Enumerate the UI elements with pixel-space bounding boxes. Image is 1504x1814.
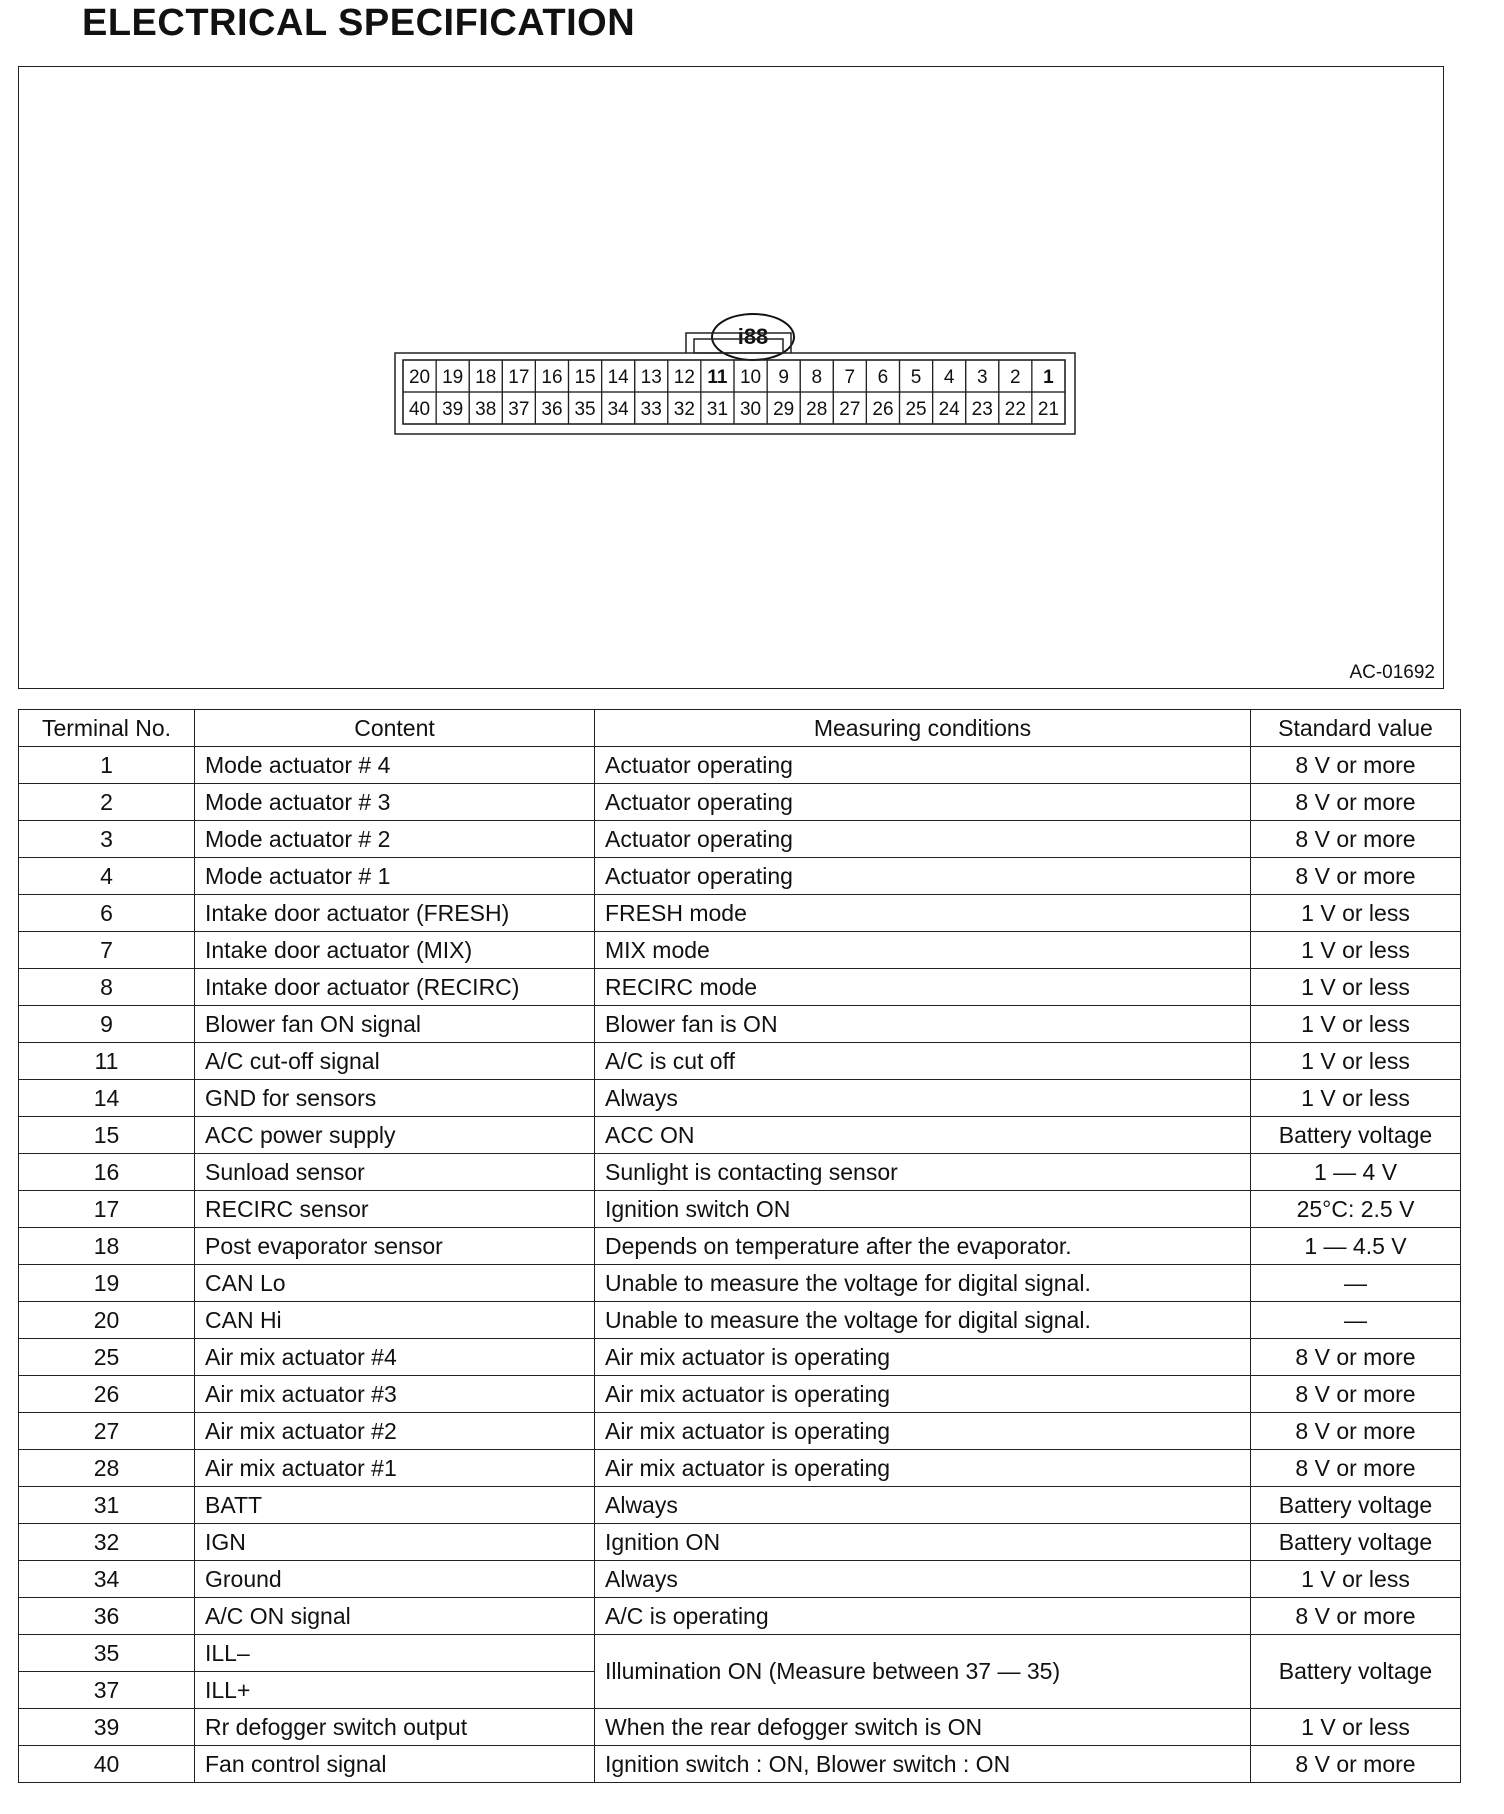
terminal-cell: 17 <box>19 1191 195 1228</box>
condition-cell: Actuator operating <box>595 821 1251 858</box>
pin-number: 30 <box>739 399 762 420</box>
value-cell: 8 V or more <box>1251 1339 1461 1376</box>
condition-cell: Always <box>595 1080 1251 1117</box>
content-cell: Post evaporator sensor <box>195 1228 595 1265</box>
terminal-cell: 11 <box>19 1043 195 1080</box>
table-row <box>19 932 1461 969</box>
pin-number: 37 <box>508 399 530 420</box>
content-cell: Mode actuator # 3 <box>195 784 595 821</box>
terminal-cell: 16 <box>19 1154 195 1191</box>
header-standard-value: Standard value <box>1251 710 1461 747</box>
pin-number: 31 <box>706 399 729 420</box>
condition-cell: Always <box>595 1561 1251 1598</box>
value-cell: 1 V or less <box>1251 1006 1461 1043</box>
value-cell: 8 V or more <box>1251 1746 1461 1783</box>
pin-number: 18 <box>475 367 497 388</box>
pin-number: 9 <box>778 367 789 388</box>
terminal-cell: 19 <box>19 1265 195 1302</box>
condition-cell: Actuator operating <box>595 747 1251 784</box>
content-cell: Mode actuator # 4 <box>195 747 595 784</box>
table-row <box>19 1265 1461 1302</box>
pin-number: 32 <box>673 399 695 420</box>
content-cell: CAN Lo <box>195 1265 595 1302</box>
terminal-cell: 37 <box>19 1672 195 1709</box>
terminal-cell: 27 <box>19 1413 195 1450</box>
condition-cell: Air mix actuator is operating <box>595 1339 1251 1376</box>
condition-cell: A/C is cut off <box>595 1043 1251 1080</box>
table-row <box>19 1561 1461 1598</box>
pin-number: 17 <box>508 367 530 388</box>
condition-cell: Air mix actuator is operating <box>595 1413 1251 1450</box>
terminal-cell: 18 <box>19 1228 195 1265</box>
table-row <box>19 1487 1461 1524</box>
figure-code: AC-01692 <box>1349 662 1435 683</box>
condition-cell: Unable to measure the voltage for digital signal. <box>595 1265 1251 1302</box>
condition-cell: Depends on temperature after the evaporator. <box>595 1228 1251 1265</box>
value-cell: 8 V or more <box>1251 747 1461 784</box>
value-cell: Battery voltage <box>1251 1487 1461 1524</box>
content-cell: IGN <box>195 1524 595 1561</box>
pin-number: 1 <box>1043 367 1054 388</box>
value-cell: 8 V or more <box>1251 1413 1461 1450</box>
table-row <box>19 858 1461 895</box>
table-row <box>19 1413 1461 1450</box>
condition-cell: Sunlight is contacting sensor <box>595 1154 1251 1191</box>
table-row <box>19 1598 1461 1635</box>
condition-cell: Always <box>595 1487 1251 1524</box>
connector-diagram <box>18 66 1444 689</box>
connector-label: i88 <box>711 313 795 361</box>
pin-number: 3 <box>976 367 988 388</box>
table-row <box>19 1635 1461 1672</box>
terminal-cell: 2 <box>19 784 195 821</box>
table-row <box>19 784 1461 821</box>
terminal-cell: 39 <box>19 1709 195 1746</box>
terminal-cell: 8 <box>19 969 195 1006</box>
terminal-cell: 35 <box>19 1635 195 1672</box>
value-cell: Battery voltage <box>1251 1117 1461 1154</box>
pin-number: 27 <box>839 399 861 420</box>
terminal-cell: 28 <box>19 1450 195 1487</box>
condition-cell: Actuator operating <box>595 784 1251 821</box>
content-cell: ACC power supply <box>195 1117 595 1154</box>
table-row <box>19 1117 1461 1154</box>
content-cell: ILL– <box>195 1635 595 1672</box>
value-cell: 1 V or less <box>1251 932 1461 969</box>
condition-cell: Air mix actuator is operating <box>595 1376 1251 1413</box>
content-cell: Air mix actuator #1 <box>195 1450 595 1487</box>
value-cell: — <box>1251 1302 1461 1339</box>
condition-cell: FRESH mode <box>595 895 1251 932</box>
condition-cell: Ignition switch ON <box>595 1191 1251 1228</box>
value-cell: 1 V or less <box>1251 1043 1461 1080</box>
table-row <box>19 1746 1461 1783</box>
table-row <box>19 1228 1461 1265</box>
content-cell: Air mix actuator #3 <box>195 1376 595 1413</box>
connector-lock-slot <box>694 339 783 353</box>
table-row <box>19 821 1461 858</box>
condition-cell: Air mix actuator is operating <box>595 1450 1251 1487</box>
table-row <box>19 1524 1461 1561</box>
terminal-cell: 7 <box>19 932 195 969</box>
value-cell: 1 V or less <box>1251 1561 1461 1598</box>
content-cell: Air mix actuator #4 <box>195 1339 595 1376</box>
pin-number: 25 <box>905 399 927 420</box>
terminal-cell: 9 <box>19 1006 195 1043</box>
value-cell: 8 V or more <box>1251 821 1461 858</box>
condition-cell: Ignition switch : ON, Blower switch : ON <box>595 1746 1251 1783</box>
page-title: ELECTRICAL SPECIFICATION <box>82 2 636 44</box>
value-cell: 1 V or less <box>1251 1709 1461 1746</box>
condition-cell: Illumination ON (Measure between 37 — 35) <box>595 1635 1251 1709</box>
table-row <box>19 1376 1461 1413</box>
pin-number: 6 <box>877 367 889 388</box>
condition-cell: RECIRC mode <box>595 969 1251 1006</box>
condition-cell: Ignition ON <box>595 1524 1251 1561</box>
table-row <box>19 747 1461 784</box>
content-cell: Intake door actuator (FRESH) <box>195 895 595 932</box>
value-cell: 8 V or more <box>1251 1376 1461 1413</box>
pin-number: 22 <box>1004 399 1026 420</box>
condition-cell: Blower fan is ON <box>595 1006 1251 1043</box>
table-row <box>19 1709 1461 1746</box>
pin-number: 40 <box>408 399 431 420</box>
table-header-row <box>19 710 1461 747</box>
pin-number: 7 <box>844 367 856 388</box>
content-cell: RECIRC sensor <box>195 1191 595 1228</box>
value-cell: 1 — 4.5 V <box>1251 1228 1461 1265</box>
pin-number: 14 <box>607 367 629 388</box>
spec-table <box>18 709 1461 1783</box>
table-row <box>19 1191 1461 1228</box>
content-cell: CAN Hi <box>195 1302 595 1339</box>
value-cell: — <box>1251 1265 1461 1302</box>
value-cell: 8 V or more <box>1251 1450 1461 1487</box>
value-cell: 8 V or more <box>1251 784 1461 821</box>
terminal-cell: 25 <box>19 1339 195 1376</box>
terminal-cell: 40 <box>19 1746 195 1783</box>
pin-number: 16 <box>541 367 563 388</box>
pin-number: 12 <box>673 367 695 388</box>
content-cell: A/C ON signal <box>195 1598 595 1635</box>
header-terminal: Terminal No. <box>19 710 195 747</box>
pin-number: 21 <box>1037 399 1060 420</box>
terminal-cell: 3 <box>19 821 195 858</box>
content-cell: Mode actuator # 1 <box>195 858 595 895</box>
content-cell: Rr defogger switch output <box>195 1709 595 1746</box>
header-conditions: Measuring conditions <box>595 710 1251 747</box>
content-cell: Air mix actuator #2 <box>195 1413 595 1450</box>
table-row <box>19 1006 1461 1043</box>
value-cell: 25°C: 2.5 V <box>1251 1191 1461 1228</box>
pin-number: 23 <box>971 399 993 420</box>
pin-number: 10 <box>739 367 762 388</box>
pin-number: 19 <box>442 367 464 388</box>
pin-number: 2 <box>1010 367 1021 388</box>
connector-pinout <box>19 67 1443 688</box>
content-cell: Mode actuator # 2 <box>195 821 595 858</box>
terminal-cell: 1 <box>19 747 195 784</box>
value-cell: 8 V or more <box>1251 858 1461 895</box>
condition-cell: ACC ON <box>595 1117 1251 1154</box>
condition-cell: MIX mode <box>595 932 1251 969</box>
pin-number: 29 <box>773 399 795 420</box>
pin-number: 5 <box>910 367 922 388</box>
table-row <box>19 1080 1461 1117</box>
value-cell: 8 V or more <box>1251 1598 1461 1635</box>
pin-number: 4 <box>943 367 955 388</box>
table-row <box>19 1450 1461 1487</box>
condition-cell: Actuator operating <box>595 858 1251 895</box>
content-cell: Blower fan ON signal <box>195 1006 595 1043</box>
table-row <box>19 1043 1461 1080</box>
content-cell: Fan control signal <box>195 1746 595 1783</box>
table-row <box>19 1339 1461 1376</box>
pin-number: 8 <box>811 367 823 388</box>
pin-number: 33 <box>640 399 662 420</box>
content-cell: A/C cut-off signal <box>195 1043 595 1080</box>
terminal-cell: 32 <box>19 1524 195 1561</box>
table-row <box>19 1302 1461 1339</box>
pin-number: 28 <box>806 399 828 420</box>
header-content: Content <box>195 710 595 747</box>
terminal-cell: 15 <box>19 1117 195 1154</box>
content-cell: ILL+ <box>195 1672 595 1709</box>
condition-cell: Unable to measure the voltage for digital signal. <box>595 1302 1251 1339</box>
value-cell: 1 V or less <box>1251 1080 1461 1117</box>
value-cell: Battery voltage <box>1251 1635 1461 1709</box>
pin-number: 35 <box>574 399 596 420</box>
pin-number: 36 <box>541 399 563 420</box>
connector-housing <box>395 353 1075 434</box>
content-cell: BATT <box>195 1487 595 1524</box>
table-row <box>19 1154 1461 1191</box>
pin-number: 15 <box>574 367 596 388</box>
condition-cell: A/C is operating <box>595 1598 1251 1635</box>
pin-number: 24 <box>938 399 960 420</box>
table-row <box>19 969 1461 1006</box>
pin-number: 20 <box>408 367 431 388</box>
value-cell: 1 V or less <box>1251 969 1461 1006</box>
pin-number: 13 <box>640 367 662 388</box>
value-cell: Battery voltage <box>1251 1524 1461 1561</box>
terminal-cell: 6 <box>19 895 195 932</box>
table-row <box>19 895 1461 932</box>
terminal-cell: 14 <box>19 1080 195 1117</box>
pin-number: 34 <box>607 399 629 420</box>
value-cell: 1 — 4 V <box>1251 1154 1461 1191</box>
content-cell: Ground <box>195 1561 595 1598</box>
pin-number: 38 <box>475 399 497 420</box>
content-cell: Sunload sensor <box>195 1154 595 1191</box>
terminal-cell: 31 <box>19 1487 195 1524</box>
terminal-cell: 4 <box>19 858 195 895</box>
content-cell: Intake door actuator (MIX) <box>195 932 595 969</box>
terminal-cell: 26 <box>19 1376 195 1413</box>
value-cell: 1 V or less <box>1251 895 1461 932</box>
pin-number: 11 <box>707 367 728 388</box>
content-cell: GND for sensors <box>195 1080 595 1117</box>
terminal-cell: 34 <box>19 1561 195 1598</box>
pin-number: 39 <box>442 399 464 420</box>
terminal-cell: 20 <box>19 1302 195 1339</box>
content-cell: Intake door actuator (RECIRC) <box>195 969 595 1006</box>
terminal-cell: 36 <box>19 1598 195 1635</box>
connector-lock <box>686 333 791 353</box>
pin-number: 26 <box>872 399 894 420</box>
condition-cell: When the rear defogger switch is ON <box>595 1709 1251 1746</box>
